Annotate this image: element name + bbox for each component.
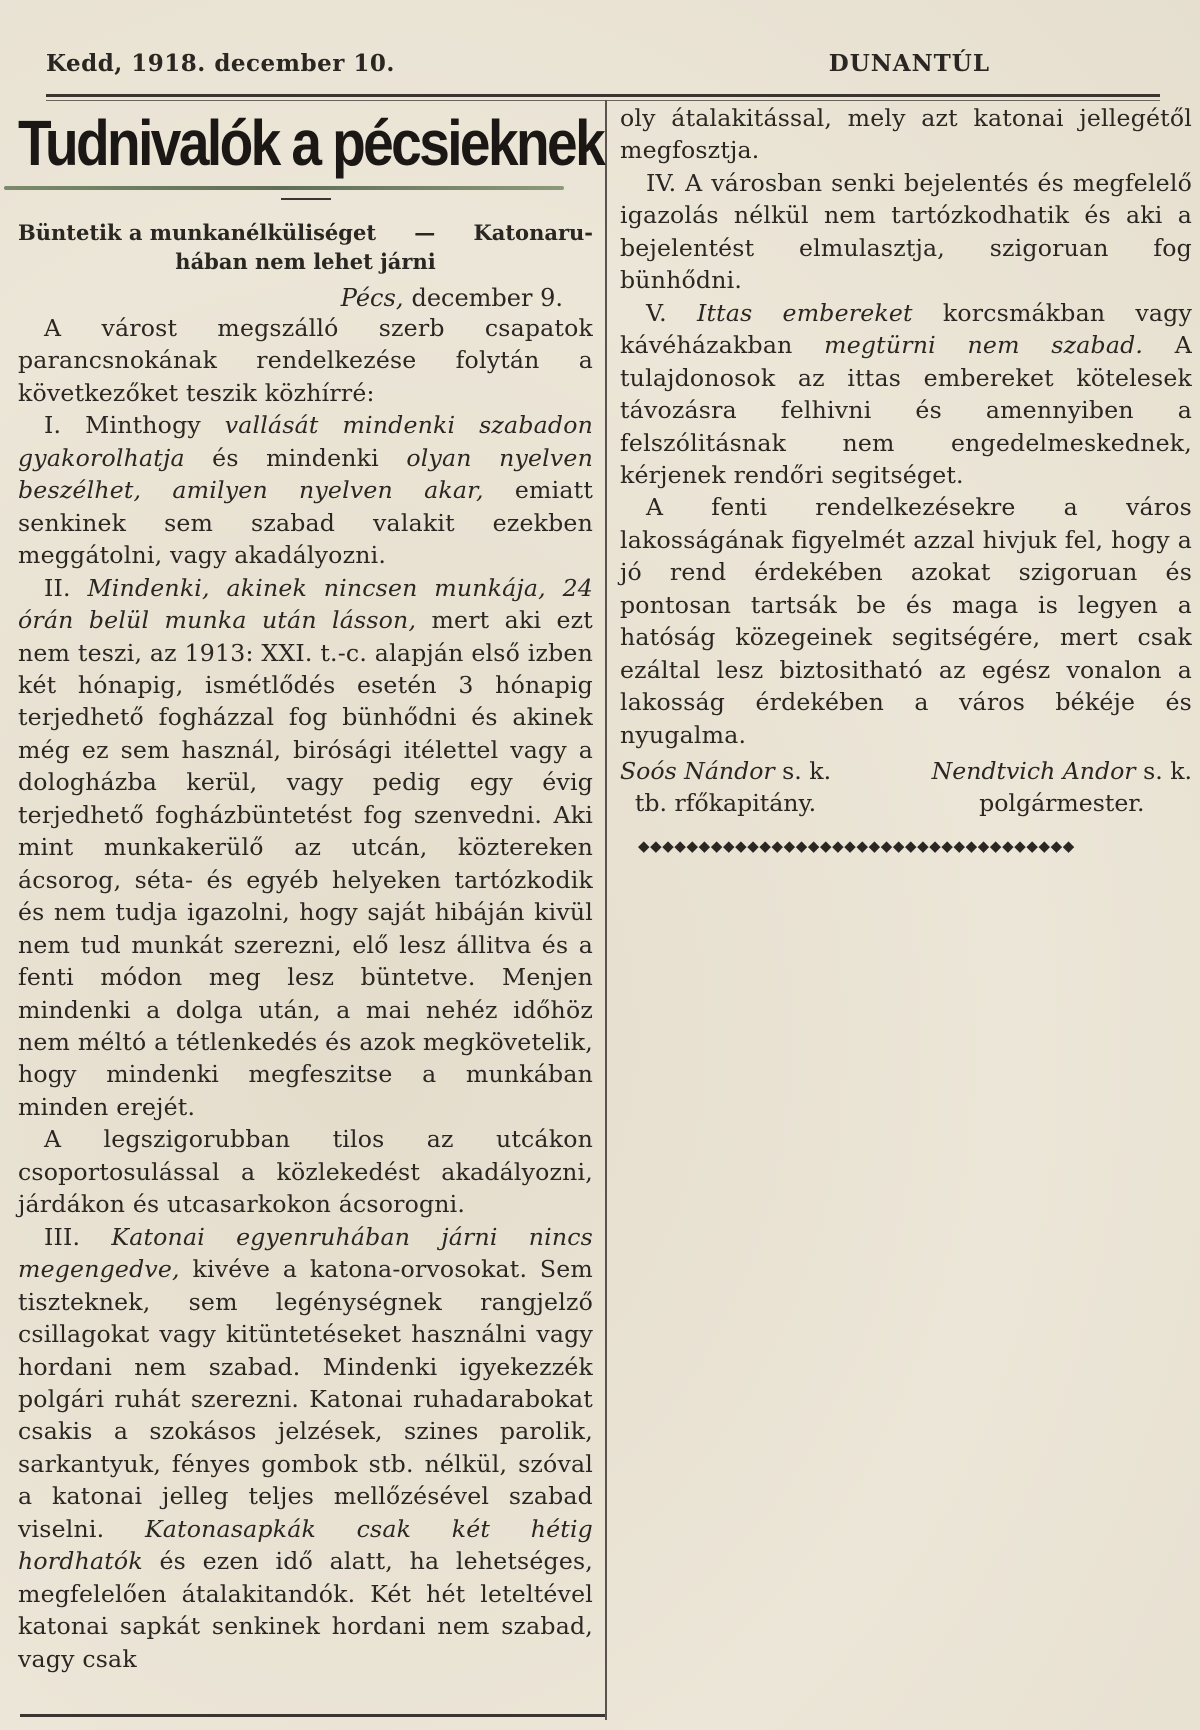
closing-paragraph: A fenti rendelkezésekre a város lakosságának figyelmét azzal hivjuk fel, hogy a jó rend érdekében azokat szigoruan és pontosan tartsák be és maga is legyen a hatóság közegeinek segitségére, mert csak ezáltal lesz biztositható az egész vonalon a lakosság érdekében a város békéje és nyugalma. — [620, 493, 1192, 749]
paragraph-ii-b: A legszigorubban tilos az utcákon csoportosulással a közlekedést akadályozni, járdákon és utcasarkokon ácsorogni. — [18, 1125, 593, 1219]
subhead-part1: Büntetik a munkanélküliséget — [18, 220, 377, 245]
header-rule — [46, 94, 1160, 97]
signature-police-chief: Soós Nándor s. k. tb. rfőkapitány. — [620, 757, 832, 818]
article-subheading — [18, 218, 593, 276]
signatures — [620, 755, 1192, 819]
sig1-title: tb. rfőkapitány. — [634, 789, 817, 818]
title-small-rule — [281, 198, 331, 200]
dateline — [18, 284, 593, 312]
right-column — [620, 102, 1192, 855]
header-rule-thin — [46, 100, 1160, 101]
ornamental-divider: ◆◆◆◆◆◆◆◆◆◆◆◆◆◆◆◆◆◆◆◆◆◆◆◆◆◆◆◆◆◆◆◆◆◆◆◆ — [638, 837, 1075, 856]
sig1-name: Soós Nándor — [620, 757, 775, 786]
newspaper-name: DUNANTÚL — [828, 50, 990, 77]
intro-paragraph: A várost megszálló szerb csapatok parancsnokának rendelkezése folytán a következőket teszik közhírré: — [18, 314, 593, 407]
page-header — [46, 50, 1160, 90]
paragraph-iii: III. Katonai egyenruhában járni nincs megengedve, kivéve a katona-orvosokat. Sem tiszteknek, sem legénységnek rangjelző csillagokat vagy kitüntetéseket használni vagy hordani nem szabad. Mindenki igyekezzék polgári ruhát szerezni. Katonai ruhadarabokat csakis a szokásos jelzések, szines parolik, sarkantyuk, fényes gombok stb. nélkül, szóval a katonai jelleg teljes mellőzésével szabad viselni. Katonasapkák csak két hétig hordhatók és ezen idő alatt, ha lehetséges, megfelelően átalakitandók. Két hét leteltével katonai sapkát senkinek hordani nem szabad, vagy csak — [18, 1222, 593, 1673]
left-column — [18, 102, 604, 1675]
column-divider — [605, 100, 607, 1720]
paragraph-ii: II. Mindenki, akinek nincsen munkája, 24 órán belül munka után lásson, mert aki ezt nem teszi, az 1913: XXI. t.-c. alapján első izben két hónapig, ismétlődés esetén 3 hónapig terjedhető fogházzal fog bünhődni és akinek még ez sem használ, birósági itélettel vagy a dologházba kerül, vagy pedig egy évig terjedhető fogházbüntetést fog szenvedni. Aki mint munkakerülő az utcán, köztereken ácsorog, séta- és egyéb helyeken tartózkodik és nem tudja igazolni, hogy saját hibáján kivül nem tud munkát szerezni, elő lesz állitva és a fenti módon meg lesz büntetve. Menjen mindenki a dolga után, a mai nehéz időhöz nem méltó a tétlenkedés és azok megkövetelik, hogy mindenki megfeszitse a munkában minden erejét. — [18, 573, 593, 1121]
subhead-dash: — — [414, 220, 436, 245]
signature-mayor: Nendtvich Andor s. k. polgármester. — [931, 757, 1192, 818]
sig2-title: polgármester. — [979, 789, 1145, 818]
subhead-part2b: hában nem lehet járni — [175, 249, 436, 274]
sig2-name: Nendtvich Andor — [931, 757, 1136, 786]
paragraph-v: V. Ittas embereket korcsmákban vagy kávéházakban megtürni nem szabad. A tulajdonosok az ittas embereket kötelesek távozásra felhivni és amennyiben a felszólitásnak nem engedelmeskednek, kérjenek rendőri segitséget. — [620, 298, 1193, 489]
title-underline — [4, 186, 564, 190]
dateline-place: Pécs, — [340, 284, 404, 312]
issue-date: Kedd, 1918. december 10. — [46, 50, 395, 77]
paragraph-iv: IV. A városban senki bejelentés és megfelelő igazolás nélkül nem tartózkodhatik és aki a bejelentést elmulasztja, szigoruan fog bünhődni. — [620, 168, 1192, 295]
article-title: Tudnivalók a pécsieknek — [18, 107, 604, 179]
paragraph-i: I. Minthogy vallását mindenki szabadon gyakorolhatja és mindenki olyan nyelven beszélhet, amilyen nyelven akar, emiatt senkinek sem szabad valakit ezekben meggátolni, vagy akadályozni. — [18, 411, 593, 570]
bottom-rule — [20, 1714, 605, 1717]
dateline-date: december 9. — [411, 284, 563, 312]
subhead-part2a: Katonaru- — [473, 220, 593, 245]
paragraph-iii-continued: oly átalakitással, mely azt katonai jellegétől megfosztja. — [620, 104, 1192, 165]
